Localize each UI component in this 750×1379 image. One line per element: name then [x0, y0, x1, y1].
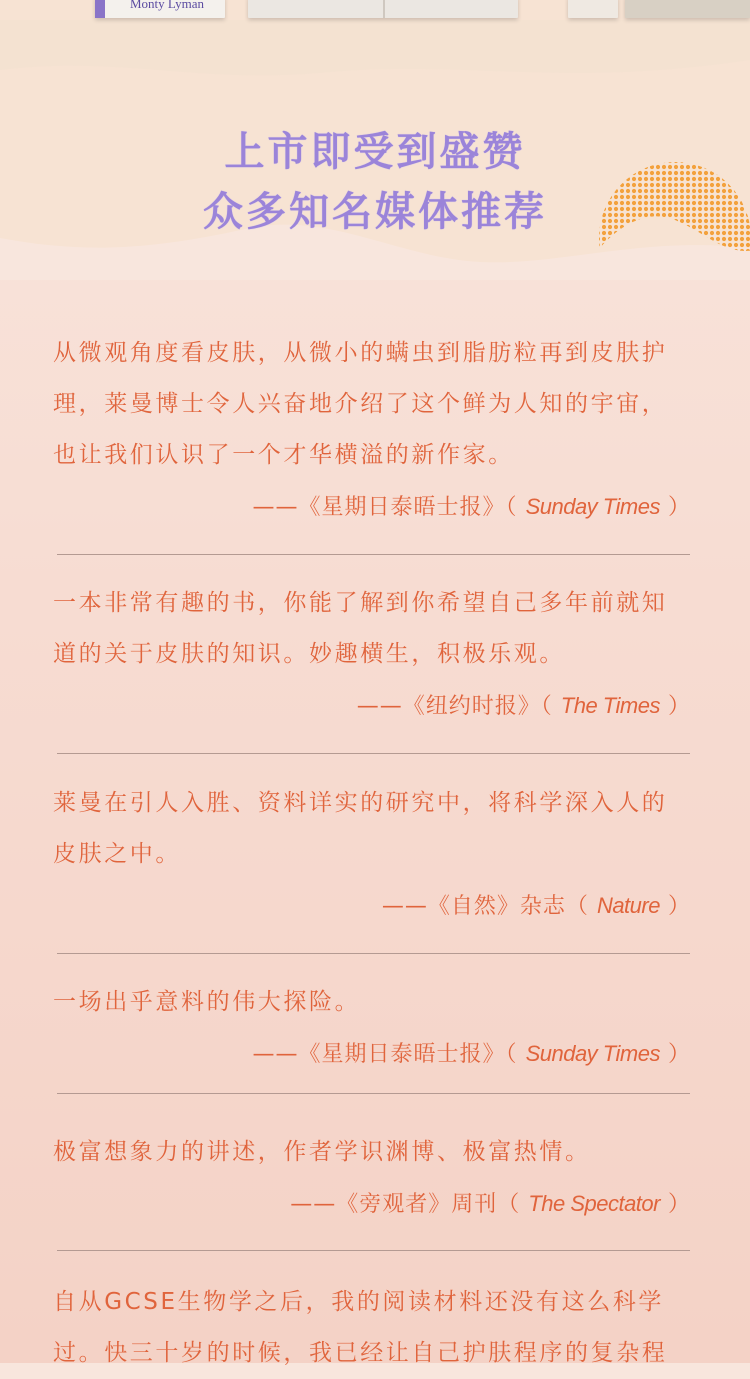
open-book [248, 0, 518, 18]
divider [57, 1093, 690, 1094]
quote-line: 一本非常有趣的书，你能了解到你希望自己多年前就知 [53, 590, 668, 616]
quote-line: 道的关于皮肤的知识。妙趣横生，积极乐观。 [53, 641, 565, 667]
book-spine-stack [568, 0, 618, 18]
source-en: Sunday Times [525, 494, 660, 519]
source-en: Nature [596, 893, 660, 918]
book-fold [383, 0, 385, 18]
heading-line-1: 上市即受到盛赞 [224, 129, 526, 175]
quote-line: 一场出乎意料的伟大探险。 [53, 989, 361, 1015]
review-quote [53, 977, 693, 1080]
source-cn: ——《纽约时报》（ [356, 694, 553, 719]
source-cn: ——《自然》杂志（ [381, 894, 589, 919]
quote-line: 也让我们认识了一个才华横溢的新作家。 [53, 442, 514, 468]
quote-source [53, 1178, 693, 1230]
quote-line: 自从GCSE生物学之后，我的阅读材料还没有这么科学 [53, 1289, 665, 1315]
divider [57, 554, 690, 555]
source-end: ） [667, 1042, 691, 1067]
quote-line: 极富想象力的讲述，作者学识渊博、极富热情。 [53, 1139, 591, 1165]
quote-source [53, 880, 693, 932]
book-spine [95, 0, 105, 18]
divider [57, 753, 690, 754]
review-quote [53, 1277, 693, 1379]
quote-source [53, 680, 693, 732]
quote-line: 皮肤之中。 [53, 841, 181, 867]
review-quote [53, 778, 693, 932]
source-end: ） [667, 894, 691, 919]
quote-source [53, 1028, 693, 1080]
source-end: ） [667, 495, 691, 520]
source-cn: ——《星期日泰晤士报》（ [252, 1042, 518, 1067]
book-photo-strip [0, 0, 750, 20]
heading-line-2: 众多知名媒体推荐 [203, 189, 547, 235]
source-cn: ——《星期日泰晤士报》（ [252, 495, 518, 520]
source-en: Sunday Times [525, 1041, 660, 1066]
book-cover [95, 0, 225, 18]
quote-source [53, 481, 693, 533]
quote-line: 从微观角度看皮肤，从微小的螨虫到脂肪粒再到皮肤护 [53, 340, 668, 366]
quote-line: 莱曼在引人入胜、资料详实的研究中，将科学深入人的 [53, 790, 668, 816]
source-cn: ——《旁观者》周刊（ [290, 1192, 521, 1217]
author-label: Monty Lyman [130, 0, 205, 11]
quote-line: 过。快三十岁的时候，我已经让自己护肤程序的复杂程 [53, 1340, 668, 1366]
review-quote [53, 328, 693, 533]
review-quote [53, 1127, 693, 1230]
source-end: ） [667, 694, 691, 719]
source-en: The Spectator [528, 1191, 660, 1216]
book-back [625, 0, 750, 18]
review-quote [53, 578, 693, 732]
divider [57, 953, 690, 954]
source-en: The Times [560, 693, 660, 718]
source-end: ） [667, 1192, 691, 1217]
divider [57, 1250, 690, 1251]
quote-line: 理，莱曼博士令人兴奋地介绍了这个鲜为人知的宇宙， [53, 391, 668, 417]
